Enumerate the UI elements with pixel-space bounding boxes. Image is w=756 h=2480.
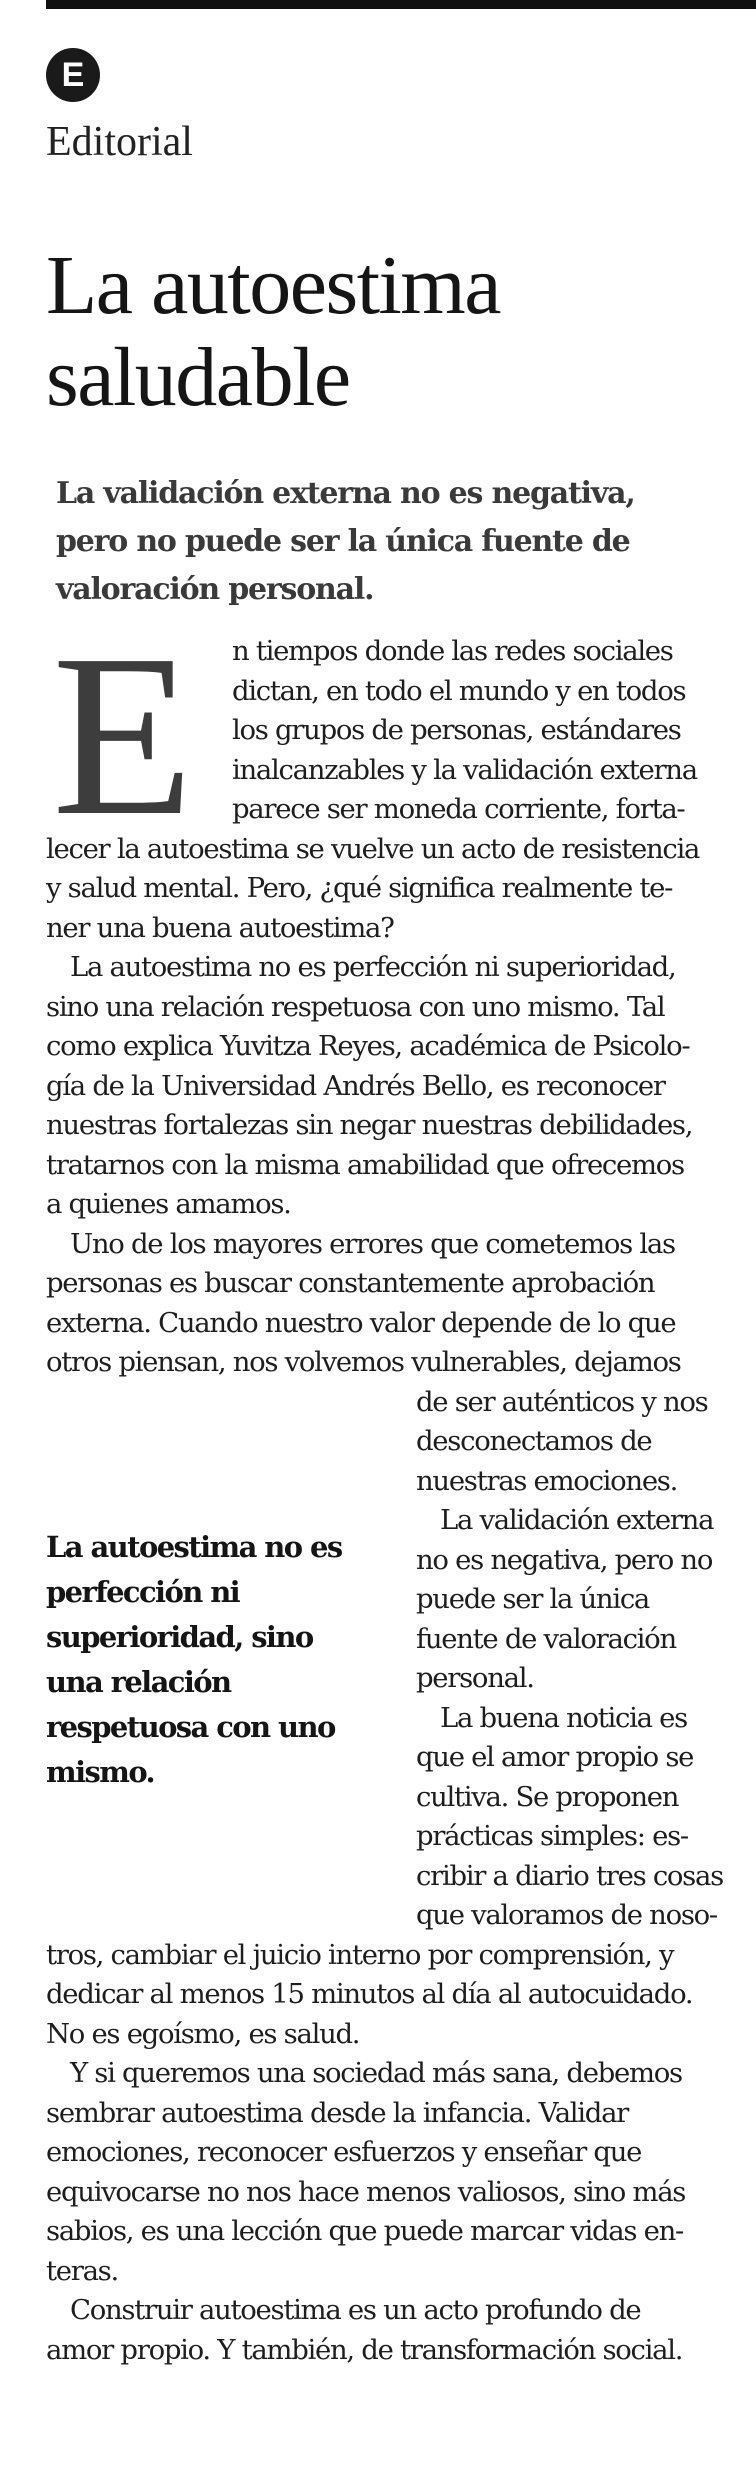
body-line: otros piensan, nos volvemos vulnerables, dejamos — [46, 1346, 681, 1378]
paragraph-1 — [46, 607, 746, 948]
body-line: Uno de los mayores errores que cometemos las — [70, 1227, 675, 1260]
body-line: puede ser la única — [416, 1583, 650, 1615]
pull-quote-line: superioridad, sino — [46, 1620, 313, 1654]
body-line: que el amor propio se — [416, 1741, 694, 1773]
body-line: como explica Yuvitza Reyes, académica de Psicolo- — [46, 1030, 690, 1062]
body-line: fuente de valoración — [416, 1622, 676, 1655]
body-line: los grupos de personas, estándares — [232, 714, 681, 746]
body-line: y salud mental. Pero, ¿qué significa realmente te- — [46, 872, 673, 904]
body-line: equivocarse no nos hace menos valiosos, sino más — [46, 2175, 686, 2208]
body-line: desconectamos de — [416, 1425, 652, 1457]
body-line: La validación externa — [440, 1504, 714, 1536]
body-line: a quienes amamos. — [46, 1188, 291, 1220]
pull-quote-line: una relación — [46, 1665, 231, 1699]
body-line: gía de la Universidad Andrés Bello, es reconocer — [46, 1069, 665, 1102]
pull-quote-line: respetuosa con uno — [46, 1710, 335, 1744]
body-line: sembrar autoestima desde la infancia. Validar — [46, 2096, 629, 2129]
body-line: personas es buscar constantemente aprobación — [46, 1267, 655, 1299]
body-line: cribir a diario tres cosas — [416, 1859, 723, 1892]
body-line: teras. — [46, 2254, 118, 2287]
paragraph-3 — [46, 1225, 746, 1502]
deck-line: valoración personal. — [56, 572, 374, 607]
body-line: sabios, es una lección que puede marcar vidas en- — [46, 2215, 684, 2247]
pull-quote-line: perfección ni — [46, 1575, 240, 1609]
paragraph-2 — [46, 948, 746, 1225]
body-line: dictan, en todo el mundo y en todos — [232, 674, 686, 707]
body-line: personal. — [416, 1662, 534, 1694]
pull-quote-line: La autoestima no es — [46, 1530, 342, 1564]
section-badge: E — [46, 48, 100, 102]
body-line: que valoramos de noso- — [416, 1899, 717, 1931]
body-line: amor propio. Y también, de transformación social. — [46, 2333, 683, 2366]
body-line: externa. Cuando nuestro valor depende de lo que — [46, 1306, 676, 1339]
paragraph-7 — [46, 2291, 746, 2370]
body-line: dedicar al menos 15 minutos al día al autocuidado. — [46, 1978, 693, 2010]
section-label: Editorial — [46, 119, 193, 165]
body-line: prácticas simples: es- — [416, 1820, 688, 1852]
body-line: No es egoísmo, es salud. — [46, 2017, 360, 2050]
body-line: Y si queremos una sociedad más sana, debemos — [70, 2057, 682, 2089]
body-line: cultiva. Se proponen — [416, 1780, 679, 1813]
body-line: nuestras emociones. — [416, 1464, 678, 1497]
drop-cap: E — [52, 607, 194, 864]
body-line: La autoestima no es perfección ni superioridad, — [70, 951, 676, 983]
deck-line: La validación externa no es negativa, — [56, 476, 635, 511]
body-line: inalcanzables y la validación externa — [232, 753, 697, 786]
body-line: nuestras fortalezas sin negar nuestras debilidades, — [46, 1109, 693, 1141]
body-line: tros, cambiar el juicio interno por comprensión, y — [46, 1938, 674, 1971]
body-line: parece ser moneda corriente, forta- — [232, 793, 685, 825]
body-line: n tiempos donde las redes sociales — [232, 635, 673, 667]
pull-quote — [46, 1525, 396, 1795]
body-line: ner una buena autoestima? — [46, 911, 394, 944]
body-line: emociones, reconocer esfuerzos y enseñar que — [46, 2136, 642, 2168]
body-line: sino una relación respetuosa con uno mismo. Tal — [46, 990, 665, 1023]
deck-line: pero no puede ser la única fuente de — [56, 524, 630, 559]
top-rule — [46, 0, 756, 9]
article-body — [46, 607, 746, 2370]
headline-line: La autoestima — [46, 239, 500, 332]
deck — [56, 470, 746, 614]
body-line: tratarnos con la misma amabilidad que ofrecemos — [46, 1148, 684, 1181]
body-line: Construir autoestima es un acto profundo de — [70, 2294, 641, 2326]
body-line: lecer la autoestima se vuelve un acto de resistencia — [46, 832, 700, 865]
headline-line: saludable — [46, 331, 350, 424]
pull-quote-line: mismo. — [46, 1755, 155, 1789]
body-line: La buena noticia es — [440, 1701, 687, 1734]
headline — [46, 240, 736, 424]
body-line: de ser auténticos y nos — [416, 1385, 708, 1418]
body-line: no es negativa, pero no — [416, 1543, 713, 1576]
paragraph-6 — [46, 2054, 746, 2291]
